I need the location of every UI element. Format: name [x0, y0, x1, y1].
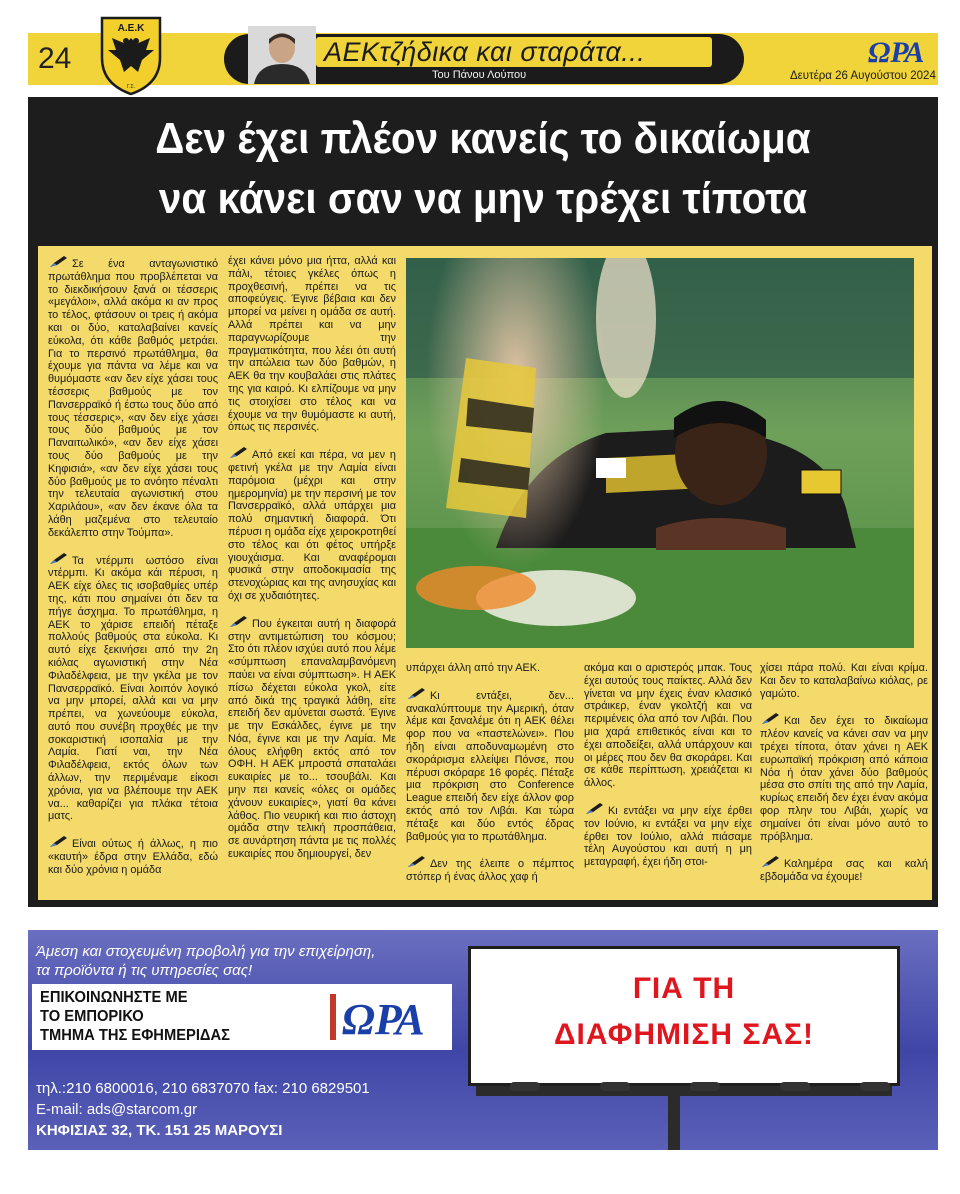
paragraph: Από εκεί και πέρα, να μεν η φετινή γκέλα με την Λαμία είναι παρόμοια (μέχρι και στην ημερομηνία) με την περσινή με τον Πανσερραϊκό, αλλά υπάρχει μια πολύ σημαντική διαφορά. Ότι πέρυσι η ομάδα είχε χειροκροτηθεί στο τέλος και ότι φέτος υπήρξε γιουχάισμα. Και αναφέρομαι φυσικά στην αποδοκιμασία της στενοχώριας και της ανησυχίας και όχι σε χυδαιότητες. — [228, 446, 396, 603]
paragraph: Δεν της έλειπε ο πέμπτος στόπερ ή ένας άλλος χαφ ή — [406, 855, 574, 884]
article-column-3 — [406, 662, 574, 896]
paragraph: Είναι ούτως ή άλλως, η πιο «καυτή» έδρα στην Ελλάδα, εδώ και δύο χρόνια η ομάδα — [48, 835, 218, 876]
paragraph: Που έγκειται αυτή η διαφορά στην αντιμετώπιση του κόσμου; Στο ότι πλέον ισχύει αυτό που λέμε «σύμπτωση επαναλαμβανόμενη παύει να είναι σύμπτωση». Η ΑΕΚ πίσω δέχεται εύκολα γκολ, είτε από δικά της τραγικά λάθη, είτε επειδή δεν αμύνεται σωστά. Έγινε με την Εσκάλδες, έγινε με την Νόα, έγινε και με την Λαμία. Με όλους ελήφθη εκτός από τον ΟΦΗ. Η ΑΕΚ μπροστά σπαταλάει ευκαιρίες με το... τσουβάλι. Και μην πει κανείς «όλες οι ομάδες χάνουν ευκαιρίες», γιατί θα κάνει λάθος. Πιο νευρική και πιο άστοχη ομάδα στην τελική προσπάθεια, σε αυνάρτηση πάντα με τις πολλές ευκαιρίες που δημιουργεί, δεν — [228, 615, 396, 861]
ad-slogan — [36, 942, 446, 980]
article-photo — [406, 258, 914, 648]
author-photo — [248, 26, 316, 84]
headline — [64, 97, 901, 245]
svg-text:Γ.Σ.: Γ.Σ. — [126, 84, 136, 90]
billboard-line-1: ΓΙΑ ΤΗ — [632, 972, 736, 1005]
pen-icon — [760, 855, 780, 869]
paragraph: έχει κάνει μόνο μια ήττα, αλλά και πάλι, τέτοιες γκέλες όπως η προχθεσινή, πρέπει να τις αποφεύγεις. Έγινε βέβαια και δεν μπορεί να μείνει η ομάδα σε αυτή. Αλλά πρέπει και να μην παραγνωρίζουμε την πραγματικότητα, που λέει ότι αυτή την απώλεια των δύο βαθμών, η ΑΕΚ θα την κουβαλάει στις πλάτες της για καιρό. Κι ελπίζουμε να μην τις στοιχίσει στο τέλος και να έχουμε να την θυμόμαστε κι αυτή, όπως τις περσινές. — [228, 255, 396, 434]
article-column-5 — [760, 662, 928, 896]
billboard-lamp — [780, 1082, 810, 1091]
ora-logo-text: ΩΡΑ — [868, 36, 925, 68]
ad-contact-text — [40, 988, 230, 1045]
billboard-text — [468, 966, 900, 1058]
article-column-1 — [48, 255, 218, 889]
billboard-lamp — [510, 1082, 540, 1091]
ad-slogan-line-2: τα προϊόντα ή τις υπηρεσίες σας! — [36, 962, 253, 979]
pen-icon — [228, 615, 248, 629]
paragraph: Καλημέρα σας και καλή εβδομάδα να έχουμε! — [760, 855, 928, 884]
headline-line-1: Δεν έχει πλέον κανείς το δικαίωμα — [155, 114, 811, 163]
aek-eagle-icon — [98, 14, 164, 96]
ad-contact-details — [36, 1078, 370, 1141]
pen-icon — [406, 855, 426, 869]
billboard-line-2: ΔΙΑΦΗΜΙΣΗ ΣΑΣ! — [553, 1018, 815, 1051]
pen-icon — [584, 802, 604, 816]
ad-address: ΚΗΦΙΣΙΑΣ 32, ΤΚ. 151 25 ΜΑΡΟΥΣΙ — [36, 1122, 283, 1139]
paragraph: χίσει πάρα πολύ. Και είναι κρίμα. Και δεν το καταλαβαίνω κιόλας, ρε γαμώτο. — [760, 662, 928, 700]
paragraph: Και δεν έχει το δικαίωμα πλέον κανείς να κάνει σαν να μην τρέχει τίποτα, όταν χάνει η ΑΕΚ ευρωπαϊκή πρόκριση από κάποια Νόα ή όταν χάνει δύο βαθμούς μέσα στο σπίτι της από την Λαμία, κυρίως επειδή δεν έχει έναν ακόμα φορ πλην του Λιβάι, χωρίς να σημαίνει ότι είναι μόνο αυτό το πρόβλημα. — [760, 712, 928, 843]
ora-logo-text: ΩΡΑ — [342, 995, 425, 1044]
article-column-2 — [228, 255, 396, 873]
ad-contact-line: ΤΟ ΕΜΠΟΡΙΚΟ — [40, 1008, 144, 1025]
pen-icon — [406, 687, 426, 701]
pen-icon — [228, 446, 248, 460]
article-column-4 — [584, 662, 752, 881]
billboard-lamp — [600, 1082, 630, 1091]
pen-icon — [760, 712, 780, 726]
billboard-post — [668, 1096, 680, 1150]
paragraph: Κι εντάξει να μην είχε έρθει τον Ιούνιο, κι εντάξει να μην είχε έρθει τον Ιούλιο, αλλά πιάσαμε τέλη Αυγούστου και αυτή η μη μεταγραφή, έχει ήδη στοι- — [584, 802, 752, 869]
paragraph: Κι εντάξει, δεν... ανακαλύπτουμε την Αμερική, όταν λέμε και ξαναλέμε ότι η ΑΕΚ θέλει φορ που να «παστελώνει». Που ήδη είναι αποδυναμωμένη στο σκοράρισμα ελλείψει Πόνσε, που πέρυσι σκόραρε 16 φορές. Πέταξε μια πρόκριση στο Conference League επειδή δεν είχε άλλον φορ εκτός από τον Λιβάι. Και τώρα πέταξε και δύο εντός έδρας βαθμούς για το πρωτάθλημα. — [406, 687, 574, 844]
paragraph: Τα ντέρμπι ωστόσο είναι ντέρμπι. Κι ακόμα κάι πέρυσι, η ΑΕΚ είχε όλες τις ισοβαθμίες υπέρ της, κάτι που σημαίνει ότι δεν τα πήγε άσχημα. Το πρωτάθλημα, η ΑΕΚ το χάρισε επειδή πέταξε πολλούς βαθμούς στα εύκολα. Κι αυτό είχε ξεκινήσει από την 2η κιόλας αγωνιστική στην Νέα Φιλαδέλφεια, με την γκέλα με τον Πανσερραϊκό. Είναι λοιπόν λογικό να μην μπορεί, αλλά και να μην πρέπει, να χωνεύουμε εύκολα, αυτό που συνέβη προχθές με την σοκαριστική ισοπαλία με την Λαμία. Γιατί ναι, την Νέα Φιλαδέλφεια, εκτός όλων των άλλων, την περιμέναμε είκοσι χρόνια, για να βλέπουμε την ΑΕΚ να... καθαρίζει για πλάκα τέτοια ματς. — [48, 552, 218, 824]
column-author: Του Πάνου Λούπου — [432, 69, 527, 81]
headline-line-2: να κάνει σαν να μην τρέχει τίποτα — [158, 174, 808, 223]
svg-text:Α.Ε.Κ: Α.Ε.Κ — [117, 23, 145, 34]
pen-icon — [48, 835, 68, 849]
pen-icon — [48, 255, 68, 269]
ad-contact-line: ΤΜΗΜΑ ΤΗΣ ΕΦΗΜΕΡΙΔΑΣ — [40, 1027, 230, 1044]
ad-contact-line: ΕΠΙΚΟΙΝΩΝΗΣΤΕ ΜΕ — [40, 989, 188, 1006]
billboard-lamp — [690, 1082, 720, 1091]
paragraph: υπάρχει άλλη από την ΑΕΚ. — [406, 662, 541, 674]
paragraph: ακόμα και ο αριστερός μπακ. Τους έχει αυτούς τους παίκτες. Αλλά δεν γίνεται να μην έχεις έναν κλασικό στράικερ, έναν γκολτζή και να περιμένεις όλα από τον Λιβάι. Που μια χαρά επιθετικός είναι και το έχει αποδείξει, αλλά υπάρχουν και οι μέρες που δεν θα σκοράρει. Και σε κάθε περίπτωση, χρειάζεται κι άλλος. — [584, 662, 752, 790]
ad-email[interactable]: E-mail: ads@starcom.gr — [36, 1101, 198, 1118]
paragraph: Σε ένα ανταγωνιστικό πρωτάθλημα που προβλέπεται να το διεκδικήσουν ξανά οι τέσσερις «μεγάλοι», αλλά ακόμα κι αν προς το τέλος, φτάσουν οι τρεις ή ακόμα και οι δύο, καταλαβαίνει κανείς εύκολα, ότι κάθε βαθμός μετράει. Για το περσινό πρωτάθλημα, θα έχουμε για πάντα να λέμε και να θυμόμαστε «αν δεν είχε χάσει τους τέσσερις βαθμούς με τον Πανσερραϊκό ή έστω τους δύο από τους τέσσερις», «αν δεν είχε χάσει τους δύο βαθμούς με τον Παναιτωλικό», «αν δεν είχε χάσει τους δύο βαθμούς με την Κηφισιά», «αν δεν είχε χάσει τους δύο βαθμούς με το ανόητο πέναλτι την τελευταία αγωνιστική στου Χαριλάου», «αν δεν έκανε όλα τα λάθη μαζεμένα στο τελευταίο δεκάλεπτο στην Τούμπα». — [48, 255, 218, 540]
page-number: 24 — [38, 42, 72, 75]
pen-icon — [48, 552, 68, 566]
ad-slogan-line-1: Άμεση και στοχευμένη προβολή για την επιχείρηση, — [36, 943, 376, 960]
ad-phones: τηλ.:210 6800016, 210 6837070 fax: 210 6829501 — [36, 1080, 370, 1097]
issue-date: Δευτέρα 26 Αυγούστου 2024 — [790, 70, 936, 82]
column-title: ΑΕΚτζήδικα και σταράτα... — [324, 37, 646, 67]
ora-logo — [330, 988, 442, 1046]
ora-logo — [862, 34, 932, 68]
billboard-lamp — [860, 1082, 890, 1091]
